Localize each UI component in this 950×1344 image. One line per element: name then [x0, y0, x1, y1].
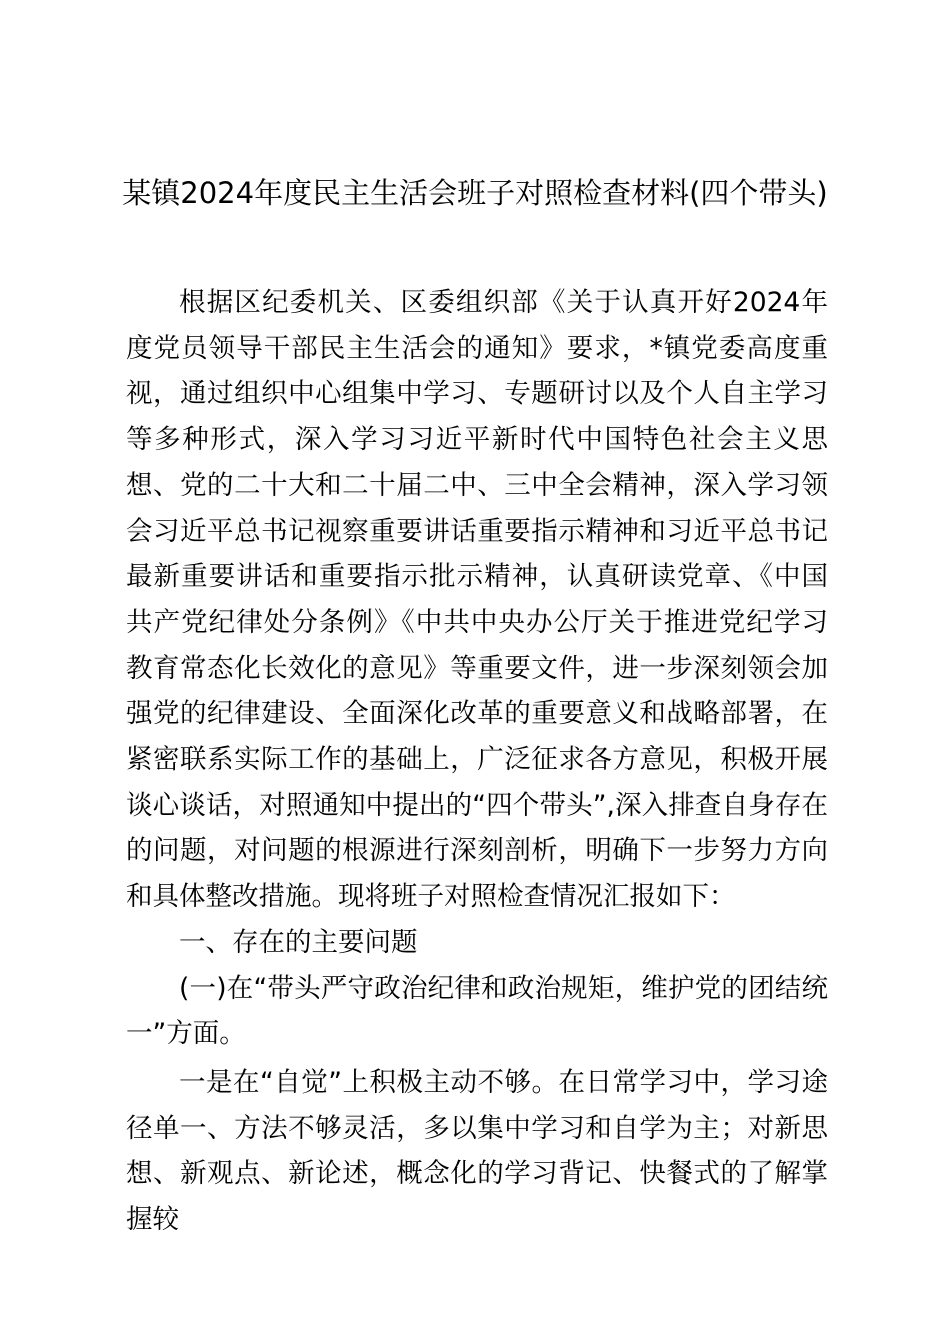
section-heading: 一、存在的主要问题 — [179, 926, 418, 958]
document-body — [126, 280, 828, 1243]
document-title: 某镇2024年度民主生活会班子对照检查材料(四个带头) — [122, 176, 828, 210]
issue-paragraph: 一是在“自觉”上积极主动不够。在日常学习中，学习途径单一、方法不够灵活，多以集中学习和自学为主；对新思想、新观点、新论述，概念化的学习背记、快餐式的了解掌握较 — [126, 1066, 828, 1236]
subsection-heading: (一)在“带头严守政治纪律和政治规矩，维护党的团结统一”方面。 — [126, 972, 828, 1050]
intro-paragraph: 根据区纪委机关、区委组织部《关于认真开好2024年度党员领导干部民主生活会的通知》要求，*镇党委高度重视，通过组织中心组集中学习、专题研讨以及个人自主学习等多种形式，深入学习习近平新时代中国特色社会主义思想、党的二十大和二十届二中、三中全会精神，深入学习领会习近平总书记视察重要讲话重要指示精神和习近平总书记最新重要讲话和重要指示批示精神，认真研读党章、《中国共产党纪律处分条例》《中共中央办公厅关于推进党纪学习教育常态化长效化的意见》等重要文件，进一步深刻领会加强党的纪律建设、全面深化改革的重要意义和战略部署，在紧密联系实际工作的基础上，广泛征求各方意见，积极开展谈心谈话，对照通知中提出的“四个带头”,深入排查自身存在的问题，对问题的根源进行深刻剖析，明确下一步努力方向和具体整改措施。现将班子对照检查情况汇报如下： — [126, 287, 828, 913]
